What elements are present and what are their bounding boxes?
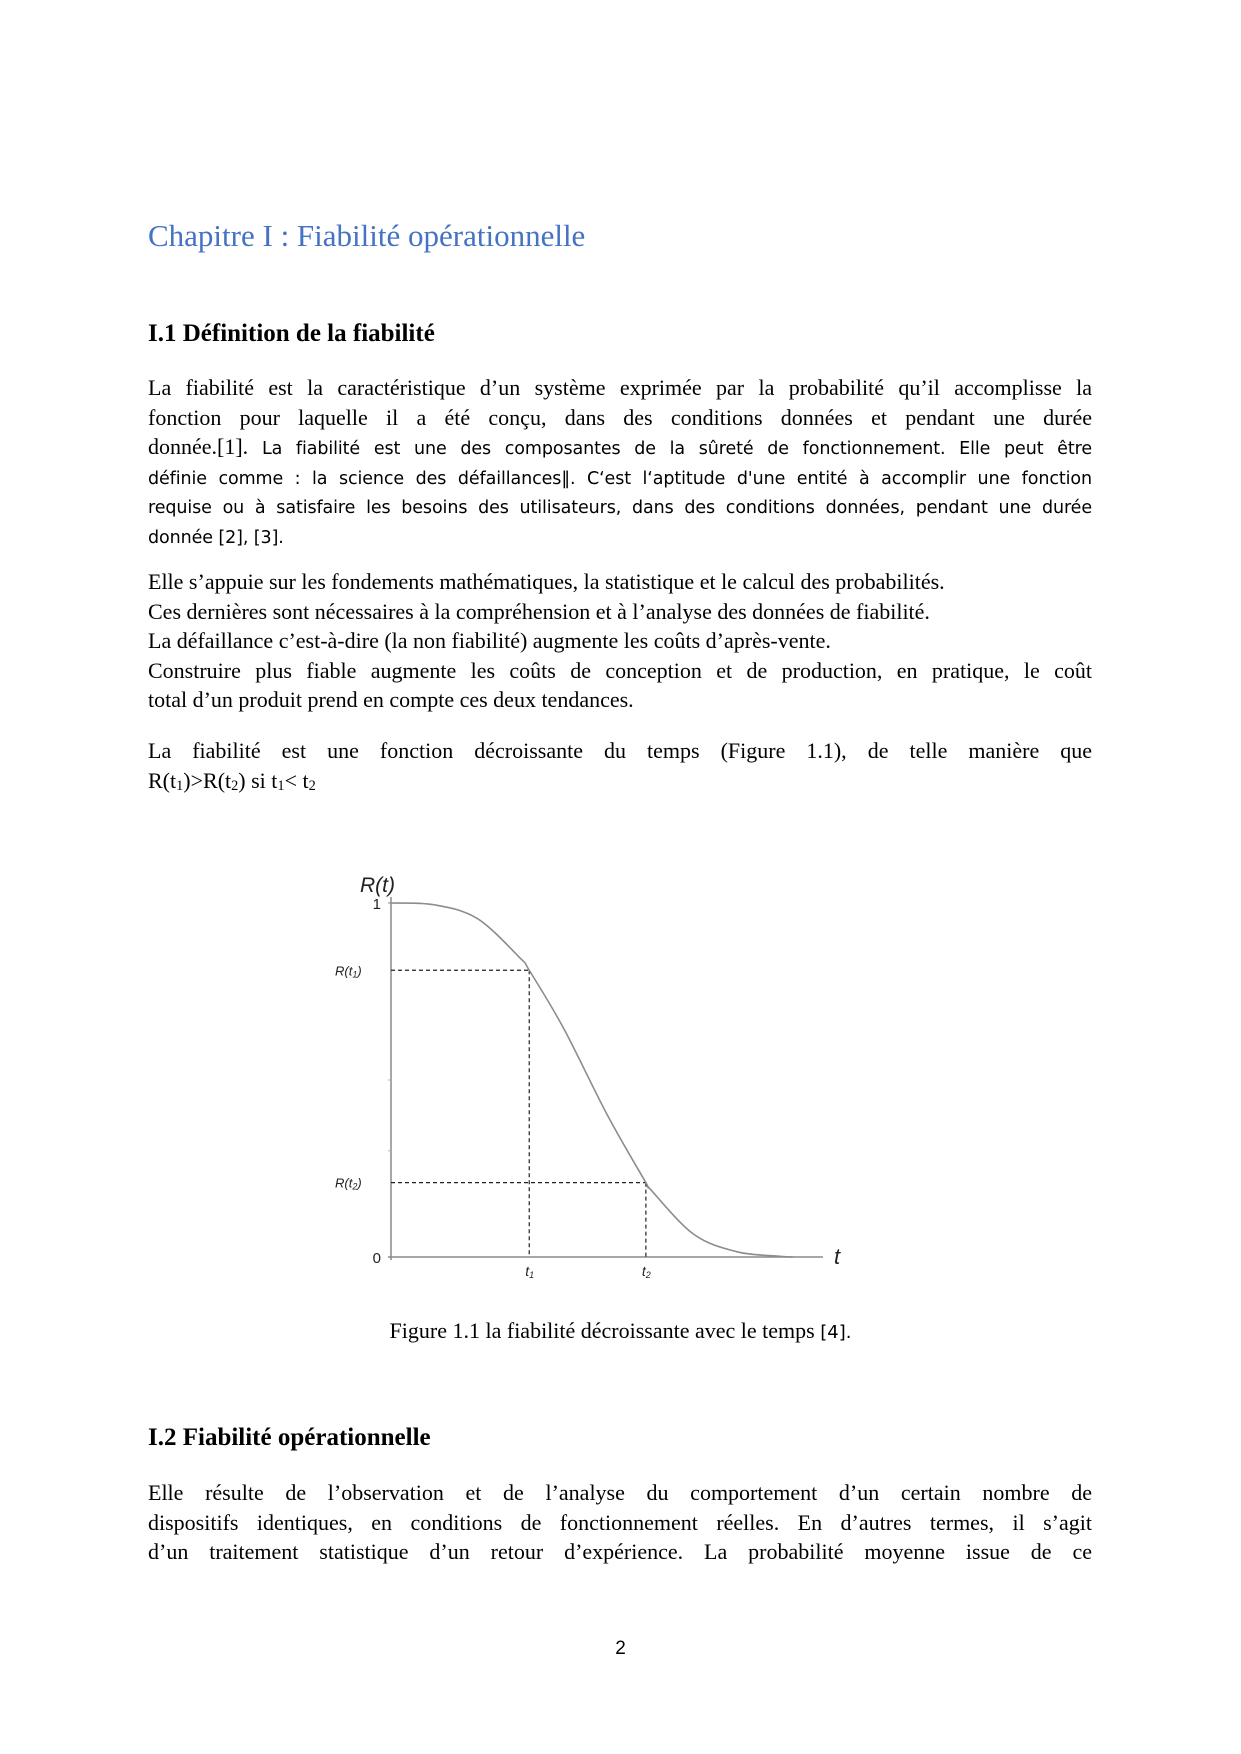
text-line: d’un traitement statistique d’un retour d’expérience. La probabilité moyenne issue de ce [148,1539,1092,1564]
chart-axes [388,897,823,1260]
text-line: Elle s’appuie sur les fondements mathématiques, la statistique et le calcul des probabilités. [148,569,945,594]
caption-reference: [4]. [820,1322,852,1343]
formula-part: ) si t [238,767,278,793]
section-heading-2: I.2 Fiabilité opérationnelle [148,1424,431,1451]
reliability-chart [330,860,930,1300]
text-line [148,432,1092,465]
text-line: Construire plus fiable augmente les coûts de conception et de production, en pratique, le coût [148,657,1092,683]
y-axis-title: R(t) [360,874,395,897]
text-serif: donnée.[1]. [148,434,262,459]
text-line: donnée [2], [3]. [148,527,284,548]
formula-subscript: 1 [277,777,285,794]
x-axis-title: t [834,1244,841,1269]
formula-subscript: 2 [308,777,316,794]
formula-part: )>R(t [183,767,232,793]
text-line: fonction pour laquelle il a été conçu, dans des conditions données et pendant une durée [148,404,1092,430]
formula-line [148,766,1092,802]
chapter-title: Chapitre I : Fiabilité opérationnelle [148,218,586,253]
section-heading-1: I.1 Définition de la fiabilité [148,320,435,347]
text-sans: La fiabilité est une des composantes de la sûreté de fonctionnement. Elle peut être [261,439,1092,459]
formula-part: < t [284,767,309,793]
y-tick-label: 0 [372,1250,381,1267]
formula-subscript: 1 [176,777,184,794]
text-line: Elle résulte de l’observation et de l’analyse du comportement d’un certain nombre de [148,1480,1092,1505]
formula-part: R(t [148,767,177,793]
y-annotation-label-t1: R(t1) [335,963,362,980]
text-line: Ces dernières sont nécessaires à la compréhension et à l’analyse des données de fiabilité. [148,598,930,624]
text-line: définie comme : la science des défaillances‖. C‘est l‘aptitude d'une entité à accomplir une fonction [148,468,1092,489]
formula-subscript: 2 [231,777,239,794]
x-annotation-label-t2: t2 [641,1263,651,1280]
text-line: total d’un produit prend en compte ces deux tendances. [148,687,634,712]
page-number: 2 [615,1638,626,1659]
text-line: La défaillance c’est-à-dire (la non fiabilité) augmente les coûts d’après-vente. [148,628,831,653]
paragraph-decreasing [148,736,1092,801]
caption-text: Figure 1.1 la fiabilité décroissante avec le temps [389,1318,821,1343]
x-annotation-label-t1: t1 [525,1263,535,1280]
text-line: La fiabilité est la caractéristique d’un système exprimée par la probabilité qu’il accomplisse la [148,375,1092,400]
paragraph-operational [148,1478,1092,1567]
text-line: dispositifs identiques, en conditions de fonctionnement réelles. En d’autres termes, il s’agit [148,1509,1092,1535]
chart-guides [391,970,646,1257]
text-line: requise ou à satisfaire les besoins des utilisateurs, dans des conditions données, pendant une durée [148,498,1092,518]
y-tick-label: 1 [372,896,381,913]
y-annotation-label-t2: R(t2) [335,1175,362,1192]
figure-caption [0,1318,1241,1344]
chart-series [391,903,793,1257]
paragraph-definition [148,373,1092,553]
text-line: La fiabilité est une fonction décroissante du temps (Figure 1.1), de telle manière que [148,738,1092,763]
paragraph-foundations [148,567,1092,715]
series-line-reliability [391,903,793,1257]
